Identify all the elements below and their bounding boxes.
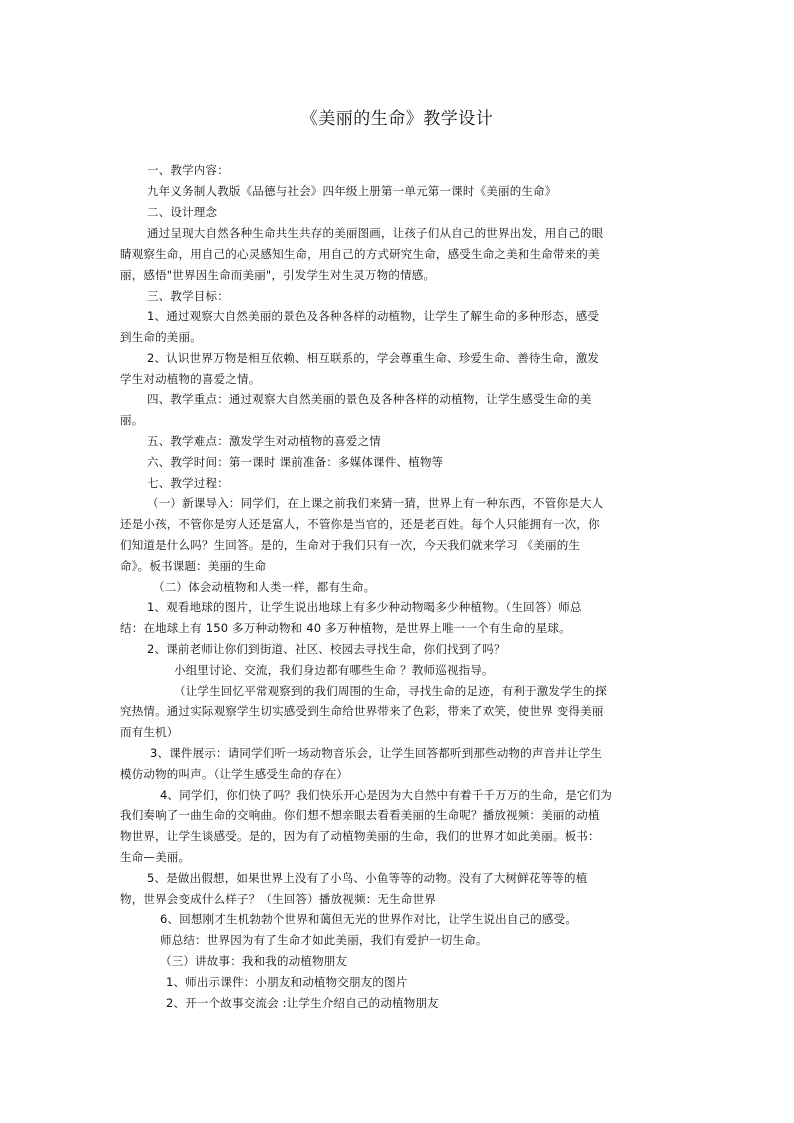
text-line: 生命—美丽。: [120, 850, 191, 864]
text-line: 四、教学重点：通过观察大自然美丽的景色及各种各样的动植物，让学生感受生命的美: [147, 392, 592, 406]
text-line: 3、课件展示：请同学们听一场动物音乐会，让学生回答都听到那些动物的声音并让学生: [150, 746, 603, 760]
text-line: 通过呈现大自然各种生命共生共存的美丽图画，让孩子们从自己的世界出发，用自己的眼: [147, 226, 604, 240]
document-title: 《美丽的生命》教学设计: [300, 109, 494, 129]
text-line: 2、开一个故事交流会 :让学生介绍自己的动植物朋友: [166, 996, 439, 1010]
text-line: 二、设计理念: [147, 205, 218, 219]
text-line: 丽。: [120, 413, 144, 427]
text-line: 而有生机）: [120, 725, 179, 739]
text-line: 2、认识世界万物是相互依赖、相互联系的，学会尊重生命、珍爱生命、善待生命，激发: [147, 351, 600, 365]
text-line: 睛观察生命，用自己的心灵感知生命，用自己的方式研究生命，感受生命之美和生命带来的美: [120, 247, 600, 261]
text-line: 物，世界会变成什么样子？（生回答）播放视频：无生命世界: [120, 892, 436, 906]
text-line: 到生命的美丽。: [120, 330, 202, 344]
text-line: （一）新课导入：同学们，在上课之前我们来猜一猜，世界上有一种东西，不管你是大人: [147, 496, 604, 510]
text-line: 一、教学内容：: [147, 163, 229, 177]
text-line: 4、同学们，你们快了吗？我们快乐开心是因为大自然中有着千千万万的生命，是它们为: [160, 788, 613, 802]
text-line: 命》。板书课题：美丽的生命: [120, 559, 267, 573]
text-line: 结：在地球上有 150 多万种动物和 40 多万种植物，是世界上唯一一个有生命的星球。: [120, 621, 571, 635]
text-line: 丽，感悟"世界因生命而美丽"，引发学生对生灵万物的情感。: [120, 268, 436, 282]
text-line: 们知道是什么吗？生回答。是的，生命对于我们只有一次，今天我们就来学习 《美丽的生: [120, 538, 581, 552]
text-line: 五、教学难点：激发学生对动植物的喜爱之情: [147, 434, 381, 448]
text-line: 三、教学目标：: [147, 289, 229, 303]
text-line: 七、教学过程：: [147, 476, 229, 490]
text-line: 小组里讨论、交流，我们身边都有哪些生命 ？教师巡视指导。: [174, 663, 494, 677]
text-line: 究热情。通过实际观察学生切实感受到生命给世界带来了色彩，带来了欢笑，使世界 变得美丽: [120, 704, 604, 718]
text-line: （让学生回忆平常观察到的我们周围的生命，寻找生命的足迹，有利于激发学生的探: [174, 684, 607, 698]
text-line: 5、是做出假想，如果世界上没有了小鸟、小鱼等等的动物。没有了大树鲜花等等的植: [147, 871, 588, 885]
text-line: （二）体会动植物和人类一样，都有生命。: [153, 580, 376, 594]
text-line: 师总结：世界因为有了生命才如此美丽，我们有爱护一切生命。: [160, 933, 488, 947]
text-line: 还是小孩，不管你是穷人还是富人，不管你是当官的，还是老百姓。每个人只能拥有一次，你: [120, 517, 600, 531]
text-line: 学生对动植物的喜爱之情。: [120, 372, 261, 386]
text-line: 2、课前老师让你们到街道、社区、校园去寻找生命，你们找到了吗？: [147, 642, 506, 656]
text-line: 1、师出示课件：小朋友和动植物交朋友的图片: [166, 975, 408, 989]
text-line: 模仿动物的叫声。（让学生感受生命的存在）: [120, 767, 349, 781]
text-line: （三）讲故事：我和我的动植物朋友: [160, 954, 348, 968]
text-line: 我们奏响了一曲生命的交响曲。你们想不想亲眼去看看美丽的生命呢？播放视频：美丽的动植: [120, 808, 600, 822]
text-line: 6、回想刚才生机勃勃个世界和蔼但无光的世界作对比，让学生说出自己的感受。: [160, 912, 578, 926]
text-line: 1、通过观察大自然美丽的景色及各种各样的动植物，让学生了解生命的多种形态，感受: [147, 309, 600, 323]
text-line: 1、观看地球的图片，让学生说出地球上有多少种动物喝多少种植物。（生回答）师总: [147, 600, 582, 614]
text-line: 九年义务制人教版《品德与社会》四年级上册第一单元第一课时《美丽的生命》: [147, 184, 557, 198]
text-line: 物世界，让学生谈感受。是的，因为有了动植物美丽的生命，我们的世界才如此美丽。板书：: [120, 829, 600, 843]
text-line: 六、教学时间：第一课时 课前准备：多媒体课件、植物等: [147, 455, 444, 469]
